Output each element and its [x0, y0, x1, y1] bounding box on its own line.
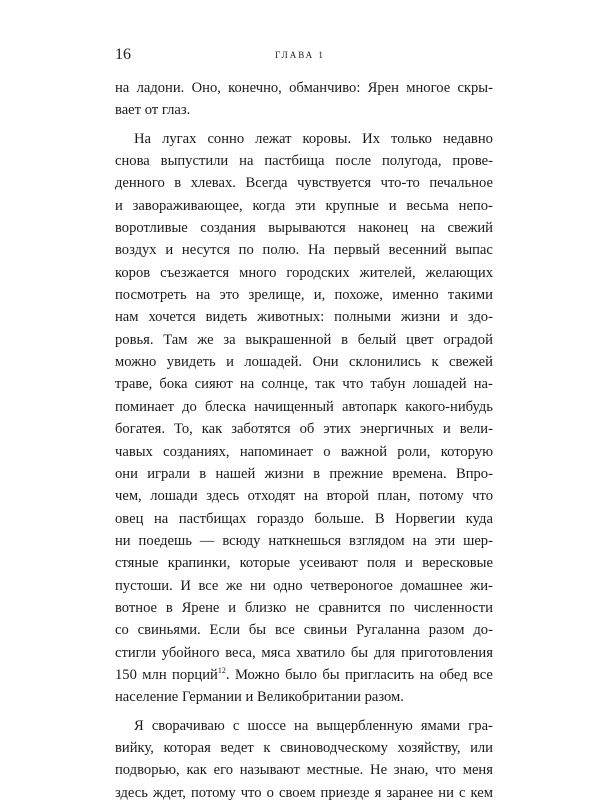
text-line: пустоши. И все же ни одно четвероногое домашнее жи-: [115, 577, 493, 594]
text-line: нам хочется видеть животных: полными жизни и здо-: [115, 309, 493, 326]
body-text: [115, 77, 493, 804]
text-line: снова выпустили на пастбища после полугода, прове-: [115, 153, 493, 170]
text-line: посмотреть на это зрелище, и, похоже, именно такими: [115, 287, 493, 304]
text-line: чем, лошади здесь отходят на второй план, потому что: [115, 488, 493, 505]
text-line: чавых созданиях, напоминает о важной роли, которую: [115, 443, 493, 460]
text-line: 150 млн порций$^{12}$. Можно было бы пригласить на обед все: [115, 666, 493, 683]
running-head: ГЛАВА 1: [275, 50, 325, 60]
text-line: здесь ждет, потому что о своем приезде я заранее ни с кем: [115, 784, 493, 801]
text-line: вотное в Ярене и близко не сравнится по численности: [115, 599, 493, 616]
text-line: стигли убойного веса, мяса хватило бы для приготовления: [115, 644, 493, 661]
text-line: воздух и несутся по полю. На первый весенний выпас: [115, 242, 493, 259]
text-line: воротливые создания вырываются наконец на свежий: [115, 220, 493, 237]
text-line: они играли в нашей жизни в прежние времена. Впро-: [115, 465, 493, 482]
text-line: на ладони. Оно, конечно, обманчиво: Ярен многое скры-: [115, 80, 493, 96]
page-number: 16: [115, 46, 131, 63]
text-line: вийку, которая ведет к свиноводческому хозяйству, или: [115, 739, 493, 756]
text-line: поминает до блеска начищенный автопарк какого-нибудь: [115, 398, 493, 415]
text-line: денного в хлевах. Всегда чувствуется что-то печальное: [115, 175, 493, 192]
text-line: стяные крапинки, которые усеивают поля и вересковые: [115, 555, 493, 572]
text-line: На лугах сонно лежат коровы. Их только недавно: [134, 130, 493, 147]
text-line: ровья. Там же за выкрашенной в белый цвет оградой: [115, 331, 493, 348]
text-line: богатея. То, как заботятся об этих энергичных и вели-: [115, 421, 493, 438]
text-line: население Германии и Великобритании разом.: [115, 689, 404, 706]
text-line: Я сворачиваю с шоссе на выщербленную ямами гра-: [134, 717, 493, 734]
text-line: траве, бока сияют на солнце, так что табун лошадей на-: [115, 376, 493, 393]
text-line: коров съезжается много городских жителей, желающих: [115, 264, 493, 281]
text-line: и завораживающее, когда эти крупные и весьма непо-: [115, 197, 493, 214]
text-line: можно увидеть и лошадей. Они склонились к свежей: [115, 354, 493, 371]
text-line: подворью, как его называют местные. Не знаю, что меня: [115, 762, 493, 779]
text-line: ни поедешь — всюду наткнешься взглядом на эти шер-: [115, 532, 493, 549]
text-line: овец на пастбищах гораздо больше. В Норвегии куда: [115, 510, 493, 527]
footnote-ref: 12: [217, 666, 226, 676]
text-line: вает от глаз.: [115, 102, 191, 119]
text-line: со свиньями. Если бы все свиньи Ругаланна разом до-: [115, 622, 493, 639]
